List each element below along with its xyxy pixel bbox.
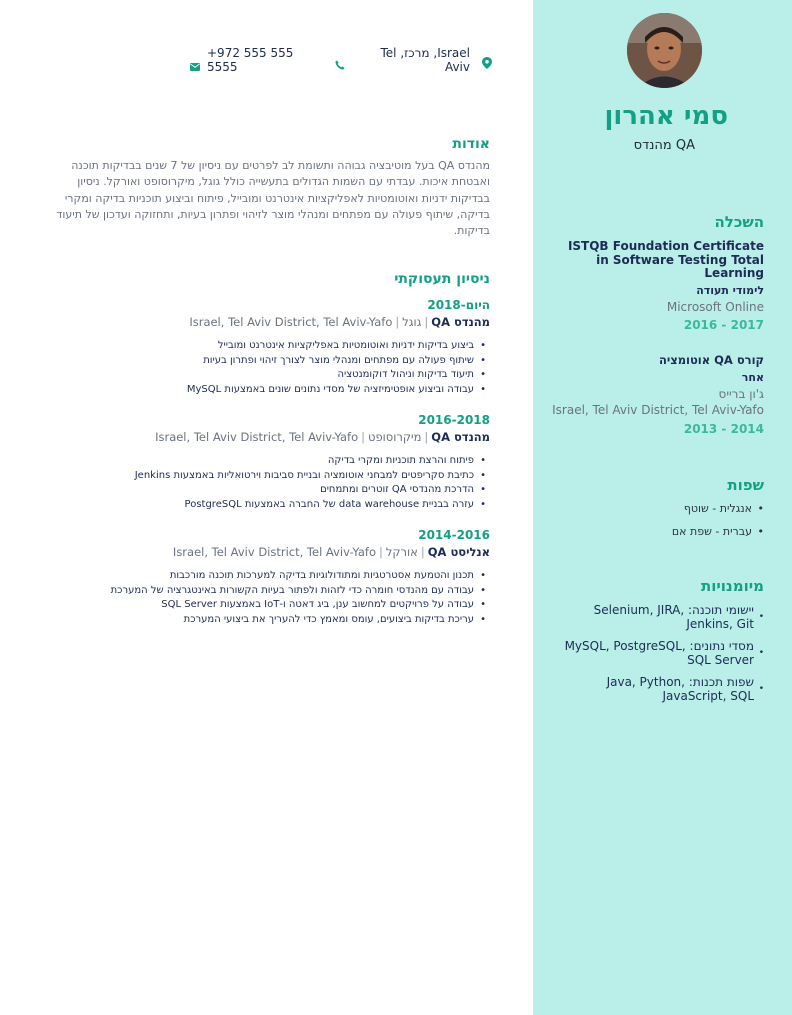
job-bullet: • תכנון והטמעת אסטרטגיות ומתודולוגיות בדיקה למערכות תוכנה מורכבות	[111, 569, 486, 584]
education-org-2: ג'ון ברייס	[718, 387, 764, 401]
skill-item: • מסדי נתונים: MySQL, PostgreSQL, SQL Server	[564, 640, 764, 667]
education-title-1: ISTQB Foundation Certificate in Software Testing Total Learning	[567, 239, 764, 280]
job-bullet: • עריכת בדיקות ביצועים, עומס ומאמץ כדי להעריך את ביצועי המערכת	[111, 613, 486, 628]
job-bullet: • ביצוע בדיקות ידניות ואוטומטיות באפליקציות אינטרנט ומובייל	[187, 339, 486, 354]
skill-item: • שפות תכנות: Java, Python, JavaScript, SQL	[564, 676, 764, 703]
job-3-bullets	[111, 569, 486, 627]
education-org-1: Microsoft Online	[666, 300, 764, 314]
language-item: • עברית - שפת אם	[564, 525, 764, 548]
job-3-location: Israel, Tel Aviv District, Tel Aviv-Yafo	[172, 545, 376, 559]
job-1-company: גוגל	[402, 315, 422, 329]
avatar-photo	[627, 13, 702, 88]
job-1-bullets	[187, 339, 486, 397]
job-3-dates: 2014-2016	[418, 528, 490, 542]
languages-heading: שפות	[727, 476, 764, 494]
job-bullet: • עבודה על פרויקטים למחשוב ענן, ביג דאטה ו-IoT באמצעות SQL Server	[111, 598, 486, 613]
job-1-location: Israel, Tel Aviv District, Tel Aviv-Yafo	[189, 315, 393, 329]
languages-list	[564, 502, 764, 548]
about-heading: אודות	[452, 136, 490, 152]
education-location-2: Israel, Tel Aviv District, Tel Aviv-Yafo	[552, 403, 764, 417]
job-1-dates: 2018-היום	[427, 298, 490, 312]
job-bullet: • עבודה וביצוע אופטימיזציה של מסדי נתונים שונים באמצעות MySQL	[187, 383, 486, 398]
skill-item: • יישומי תוכנה: Selenium, JIRA, Jenkins, Git	[564, 604, 764, 631]
education-subtitle-2: אחר	[741, 371, 764, 384]
job-2-dates: 2016-2018	[418, 413, 490, 427]
sidebar	[533, 0, 792, 1015]
job-bullet: • כתיבת סקריפטים למבחני אוטומציה ובניית סביבות וירטואליות באמצעות Jenkins	[135, 469, 486, 484]
education-heading: השכלה	[714, 213, 764, 231]
job-2-company: מיקרוסופט	[368, 430, 422, 444]
avatar	[627, 13, 702, 88]
job-bullet: • עזרה בבניית data warehouse של החברה באמצעות PostgreSQL	[135, 498, 486, 513]
job-1-header: מהנדס QA|גוגל|Israel, Tel Aviv District, Tel Aviv-Yafo	[189, 315, 490, 329]
education-dates-2: 2013 - 2014	[683, 422, 764, 436]
job-bullet: • שיתוף פעולה עם מפתחים ומנהלי מוצר לצורך זיהוי ופתרון בעיות	[187, 354, 486, 369]
experience-heading: ניסיון תעסוקתי	[394, 271, 490, 287]
education-dates-1: 2016 - 2017	[683, 318, 764, 332]
job-2-title: מהנדס QA	[431, 430, 490, 444]
location-pin-icon	[482, 54, 492, 73]
job-2-bullets	[135, 454, 486, 512]
job-2-location: Israel, Tel Aviv District, Tel Aviv-Yafo	[155, 430, 359, 444]
job-bullet: • הדרכת מהנדסי QA זוטרים ומתמחים	[135, 483, 486, 498]
skills-heading: מיומנויות	[700, 577, 764, 595]
contact-location: Israel, מרכז, Tel Aviv	[380, 46, 470, 74]
job-3-header: אנליסט QA|אורקל|Israel, Tel Aviv District, Tel Aviv-Yafo	[172, 545, 490, 559]
job-2-header: מהנדס QA|מיקרוסופט|Israel, Tel Aviv District, Tel Aviv-Yafo	[155, 430, 490, 444]
job-3-company: אורקל	[385, 545, 418, 559]
phone-icon	[335, 55, 345, 74]
job-bullet: • עבודה עם מהנדסי חומרה כדי לזהות ולפתור בעיות הקשורות באינטגרציה של המערכת	[111, 584, 486, 599]
profile-name: סמי אהרון	[604, 101, 728, 131]
job-bullet: • תיעוד בדיקות וניהול דוקומנטציה	[187, 368, 486, 383]
language-item: • אנגלית - שוטף	[564, 502, 764, 525]
email-icon	[190, 56, 200, 75]
contact-phone: +972 555 555 5555	[207, 46, 294, 74]
job-1-title: מהנדס QA	[431, 315, 490, 329]
education-title-2: קורס QA אוטומציה	[658, 353, 764, 367]
job-bullet: • פיתוח והרצת תוכניות ומקרי בדיקה	[135, 454, 486, 469]
education-subtitle-1: לימודי תעודה	[696, 284, 764, 297]
profile-role: QA מהנדס	[633, 138, 695, 153]
about-text: מהנדס QA בעל מוטיבציה גבוהה ותשומת לב לפרטים עם ניסיון של 7 שנים בבדיקות תוכנה ואבטחת איכות. עבדתי עם השמות הגדולים בתעשייה כולל גוגל, מיקרוסופט ואורקל. ניסיון בבדיקות ידניות ואוטומטיות לאפליקציות אינטרנט ומובייל, פיתוח וביצוע תוכניות בדיקה ומקרי בדיקה, שיתוף פעולה עם מפתחים ומנהלי מוצר לזיהוי ופתרון בעיות, ותחזוקה ועדכון של תיעוד בדיקות.	[56, 159, 490, 238]
skills-list	[564, 604, 764, 712]
job-3-title: אנליסט QA	[427, 545, 490, 559]
